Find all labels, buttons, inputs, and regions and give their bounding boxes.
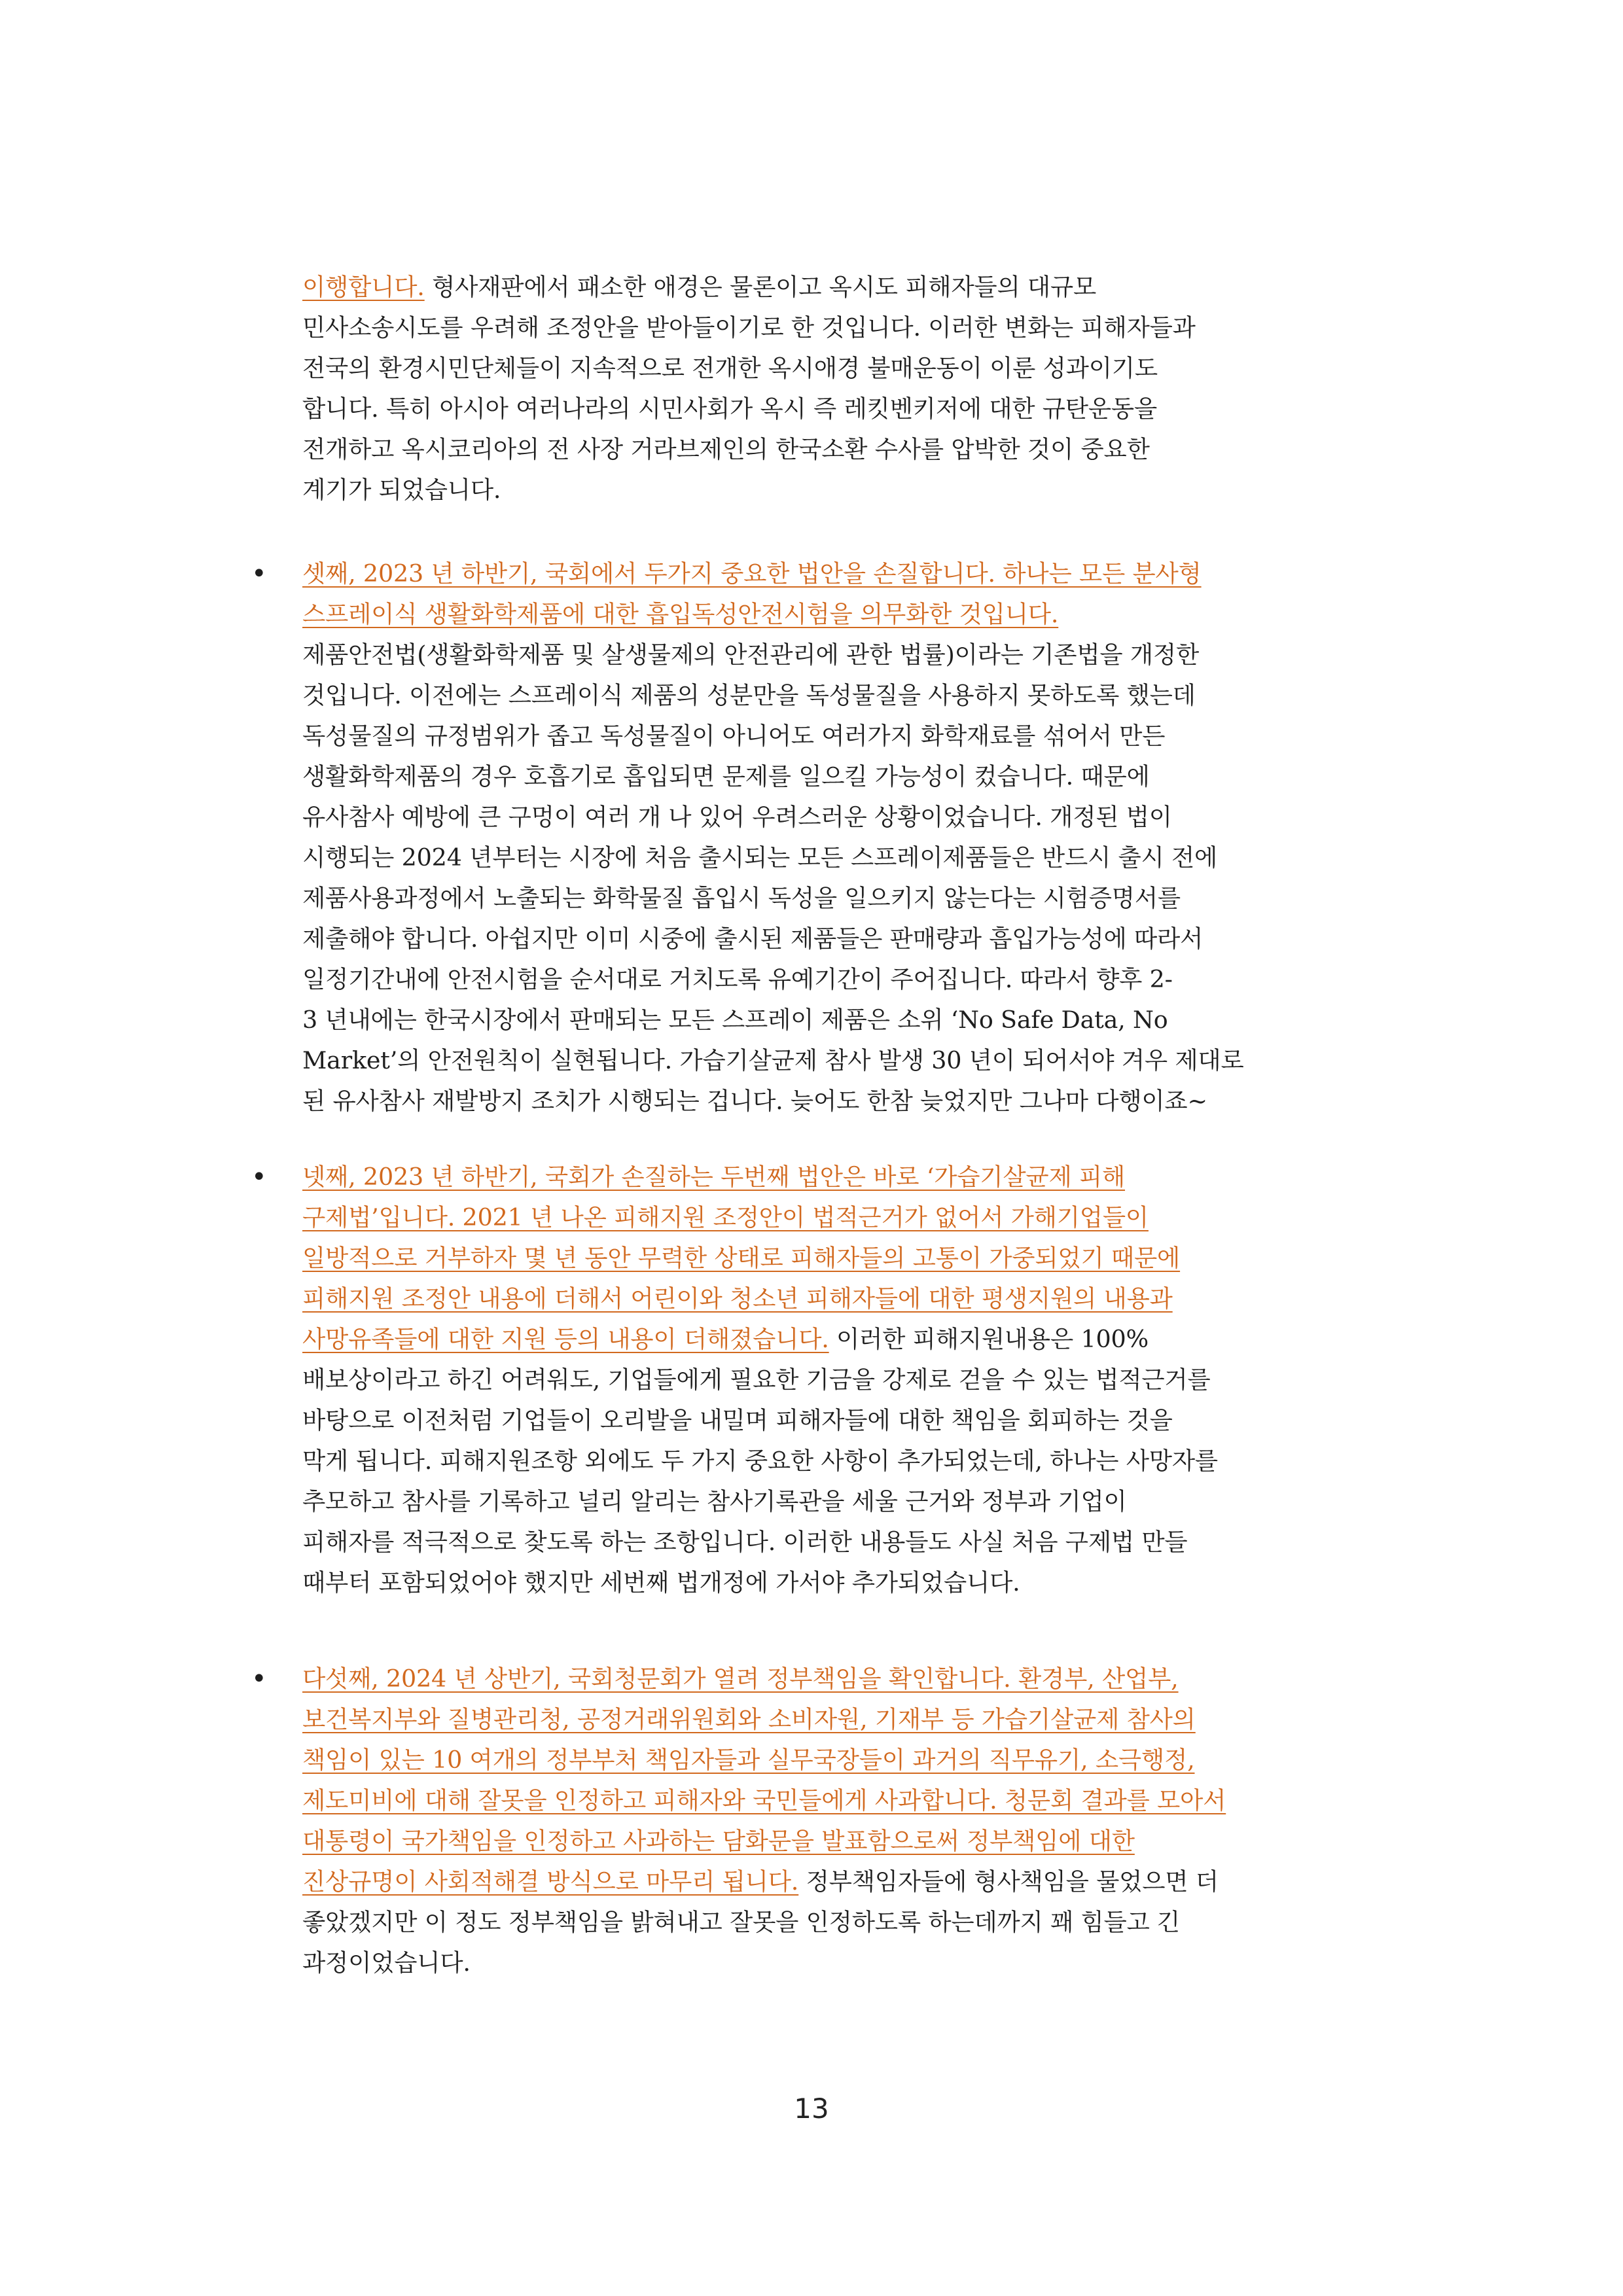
body-text: 형사재판에서 패소한 애경은 물론이고 옥시도 피해자들의 대규모 [424,273,1097,301]
body-text: 유사참사 예방에 큰 구멍이 여러 개 나 있어 우려스러운 상황이었습니다. 개정된 법이 [302,803,1172,831]
body-text: 된 유사참사 재발방지 조치가 시행되는 겁니다. 늦어도 한참 늦었지만 그나마 다행이죠~ [302,1087,1207,1115]
text-line [302,1481,1428,1522]
body-text: 배보상이라고 하긴 어려워도, 기업들에게 필요한 기금을 강제로 걷을 수 있는 법적근거를 [302,1366,1211,1394]
bullet-marker-5: • [251,1664,267,1694]
text-line [302,1157,1428,1197]
body-text: 좋았겠지만 이 정도 정부책임을 밝혀내고 잘못을 인정하도록 하는데까지 꽤 힘들고 긴 [302,1908,1181,1936]
text-line [302,389,1428,429]
body-text: 이러한 피해지원내용은 100% [829,1325,1149,1353]
text-line [302,267,1428,308]
text-line [302,554,1428,594]
body-text: 과정이었습니다. [302,1949,471,1977]
text-line [302,1319,1428,1360]
bullet-item-third [302,554,1428,1122]
text-line [302,1862,1428,1902]
text-line [302,1563,1428,1603]
page-number: 13 [794,2093,829,2125]
body-text: 정부책임자들에 형사책임을 물었으면 더 [798,1867,1219,1896]
text-line [302,838,1428,878]
highlighted-text: 이행합니다. [302,273,425,301]
text-line [302,797,1428,838]
body-text: 제품사용과정에서 노출되는 화학물질 흡입시 독성을 일으키지 않는다는 시험증명서를 [302,884,1181,912]
highlighted-text: 진상규명이 사회적해결 방식으로 마무리 됩니다. [302,1867,799,1896]
body-text: 민사소송시도를 우려해 조정안을 받아들이기로 한 것입니다. 이러한 변화는 피해자들과 [302,313,1196,342]
bullet-item-fourth [302,1157,1428,1603]
text-line [302,919,1428,959]
body-text: 시행되는 2024 년부터는 시장에 처음 출시되는 모든 스프레이제품들은 반드시 출시 전에 [302,843,1218,872]
highlighted-text: 셋째, 2023 년 하반기, 국회에서 두가지 중요한 법안을 손질합니다. 하나는 모든 분사형 [302,559,1202,588]
highlighted-text: 제도미비에 대해 잘못을 인정하고 피해자와 국민들에게 사과합니다. 청문회 결과를 모아서 [302,1786,1226,1814]
text-line [302,429,1428,470]
highlighted-text: 보건복지부와 질병관리청, 공정거래위원회와 소비자원, 기재부 등 가습기살균제 참사의 [302,1705,1196,1733]
text-line [302,756,1428,797]
text-line [302,1699,1428,1740]
body-text: 전국의 환경시민단체들이 지속적으로 전개한 옥시애경 불매운동이 이룬 성과이기도 [302,354,1158,382]
bullet-marker-3: • [251,559,267,589]
text-line [302,1522,1428,1563]
text-line [302,1821,1428,1862]
body-text: 것입니다. 이전에는 스프레이식 제품의 성분만을 독성물질을 사용하지 못하도록 했는데 [302,681,1196,709]
body-text: 합니다. 특히 아시아 여러나라의 시민사회가 옥시 즉 레킷벤키저에 대한 규탄운동을 [302,395,1158,423]
body-text: 추모하고 참사를 기록하고 널리 알리는 참사기록관을 세울 근거와 정부과 기업이 [302,1487,1127,1515]
highlighted-text: 일방적으로 거부하자 몇 년 동안 무력한 상태로 피해자들의 고통이 가중되었기 때문에 [302,1244,1181,1272]
highlighted-text: 구제법’입니다. 2021 년 나온 피해지원 조정안이 법적근거가 없어서 가해기업들이 [302,1203,1149,1231]
body-text: 막게 됩니다. 피해지원조항 외에도 두 가지 중요한 사항이 추가되었는데, 하나는 사망자를 [302,1447,1218,1475]
text-line [302,675,1428,716]
text-line [302,1081,1428,1122]
body-text: 3 년내에는 한국시장에서 판매되는 모든 스프레이 제품은 소위 ‘No Safe Data, No [302,1006,1168,1034]
body-text: 피해자를 적극적으로 찾도록 하는 조항입니다. 이러한 내용들도 사실 처음 구제법 만들 [302,1528,1188,1556]
text-line [302,959,1428,1000]
highlighted-text: 피해지원 조정안 내용에 더해서 어린이와 청소년 피해자들에 대한 평생지원의 내용과 [302,1284,1173,1313]
text-line [302,1197,1428,1238]
body-text: Market’의 안전원칙이 실현됩니다. 가습기살균제 참사 발생 30 년이 되어서야 겨우 제대로 [302,1046,1244,1074]
body-text: 제출해야 합니다. 아쉽지만 이미 시중에 출시된 제품들은 판매량과 흡입가능성에 따라서 [302,925,1204,953]
paragraph-continuation [302,267,1428,510]
text-line [302,348,1428,389]
text-line [302,635,1428,675]
text-line [302,1000,1428,1040]
body-text: 일정기간내에 안전시험을 순서대로 거치도록 유예기간이 주어집니다. 따라서 향후 2- [302,965,1173,993]
text-line [302,716,1428,756]
highlighted-text: 대통령이 국가책임을 인정하고 사과하는 담화문을 발표함으로써 정부책임에 대한 [302,1827,1135,1855]
text-line [302,878,1428,919]
body-text: 독성물질의 규정범위가 좁고 독성물질이 아니어도 여러가지 화학재료를 섞어서 만든 [302,722,1166,750]
body-text: 계기가 되었습니다. [302,476,501,504]
body-text: 생활화학제품의 경우 호흡기로 흡입되면 문제를 일으킬 가능성이 컸습니다. 때문에 [302,762,1150,790]
text-line [302,1943,1428,1983]
bullet-item-fifth [302,1659,1428,1983]
highlighted-text: 사망유족들에 대한 지원 등의 내용이 더해졌습니다. [302,1325,829,1353]
body-text: 바탕으로 이전처럼 기업들이 오리발을 내밀며 피해자들에 대한 책임을 회피하는 것을 [302,1406,1173,1434]
text-line [302,1360,1428,1400]
bullet-marker-4: • [251,1162,267,1192]
text-line [302,1902,1428,1943]
text-line [302,1400,1428,1441]
body-text: 제품안전법(생활화학제품 및 살생물제의 안전관리에 관한 법률)이라는 기존법을 개정한 [302,641,1200,669]
highlighted-text: 넷째, 2023 년 하반기, 국회가 손질하는 두번째 법안은 바로 ‘가습기살균제 피해 [302,1163,1126,1191]
text-line [302,470,1428,510]
text-line [302,1659,1428,1699]
highlighted-text: 책임이 있는 10 여개의 정부부처 책임자들과 실무국장들이 과거의 직무유기, 소극행정, [302,1746,1195,1774]
highlighted-text: 스프레이식 생활화학제품에 대한 흡입독성안전시험을 의무화한 것입니다. [302,600,1059,628]
text-line [302,1040,1428,1081]
text-line [302,1441,1428,1481]
text-line [302,1279,1428,1319]
body-text: 때부터 포함되었어야 했지만 세번째 법개정에 가서야 추가되었습니다. [302,1568,1020,1597]
text-line [302,1740,1428,1780]
text-line [302,308,1428,348]
text-line [302,1780,1428,1821]
text-line [302,1238,1428,1279]
body-text: 전개하고 옥시코리아의 전 사장 거라브제인의 한국소환 수사를 압박한 것이 중요한 [302,435,1150,463]
text-line [302,594,1428,635]
highlighted-text: 다섯째, 2024 년 상반기, 국회청문회가 열려 정부책임을 확인합니다. 환경부, 산업부, [302,1665,1179,1693]
